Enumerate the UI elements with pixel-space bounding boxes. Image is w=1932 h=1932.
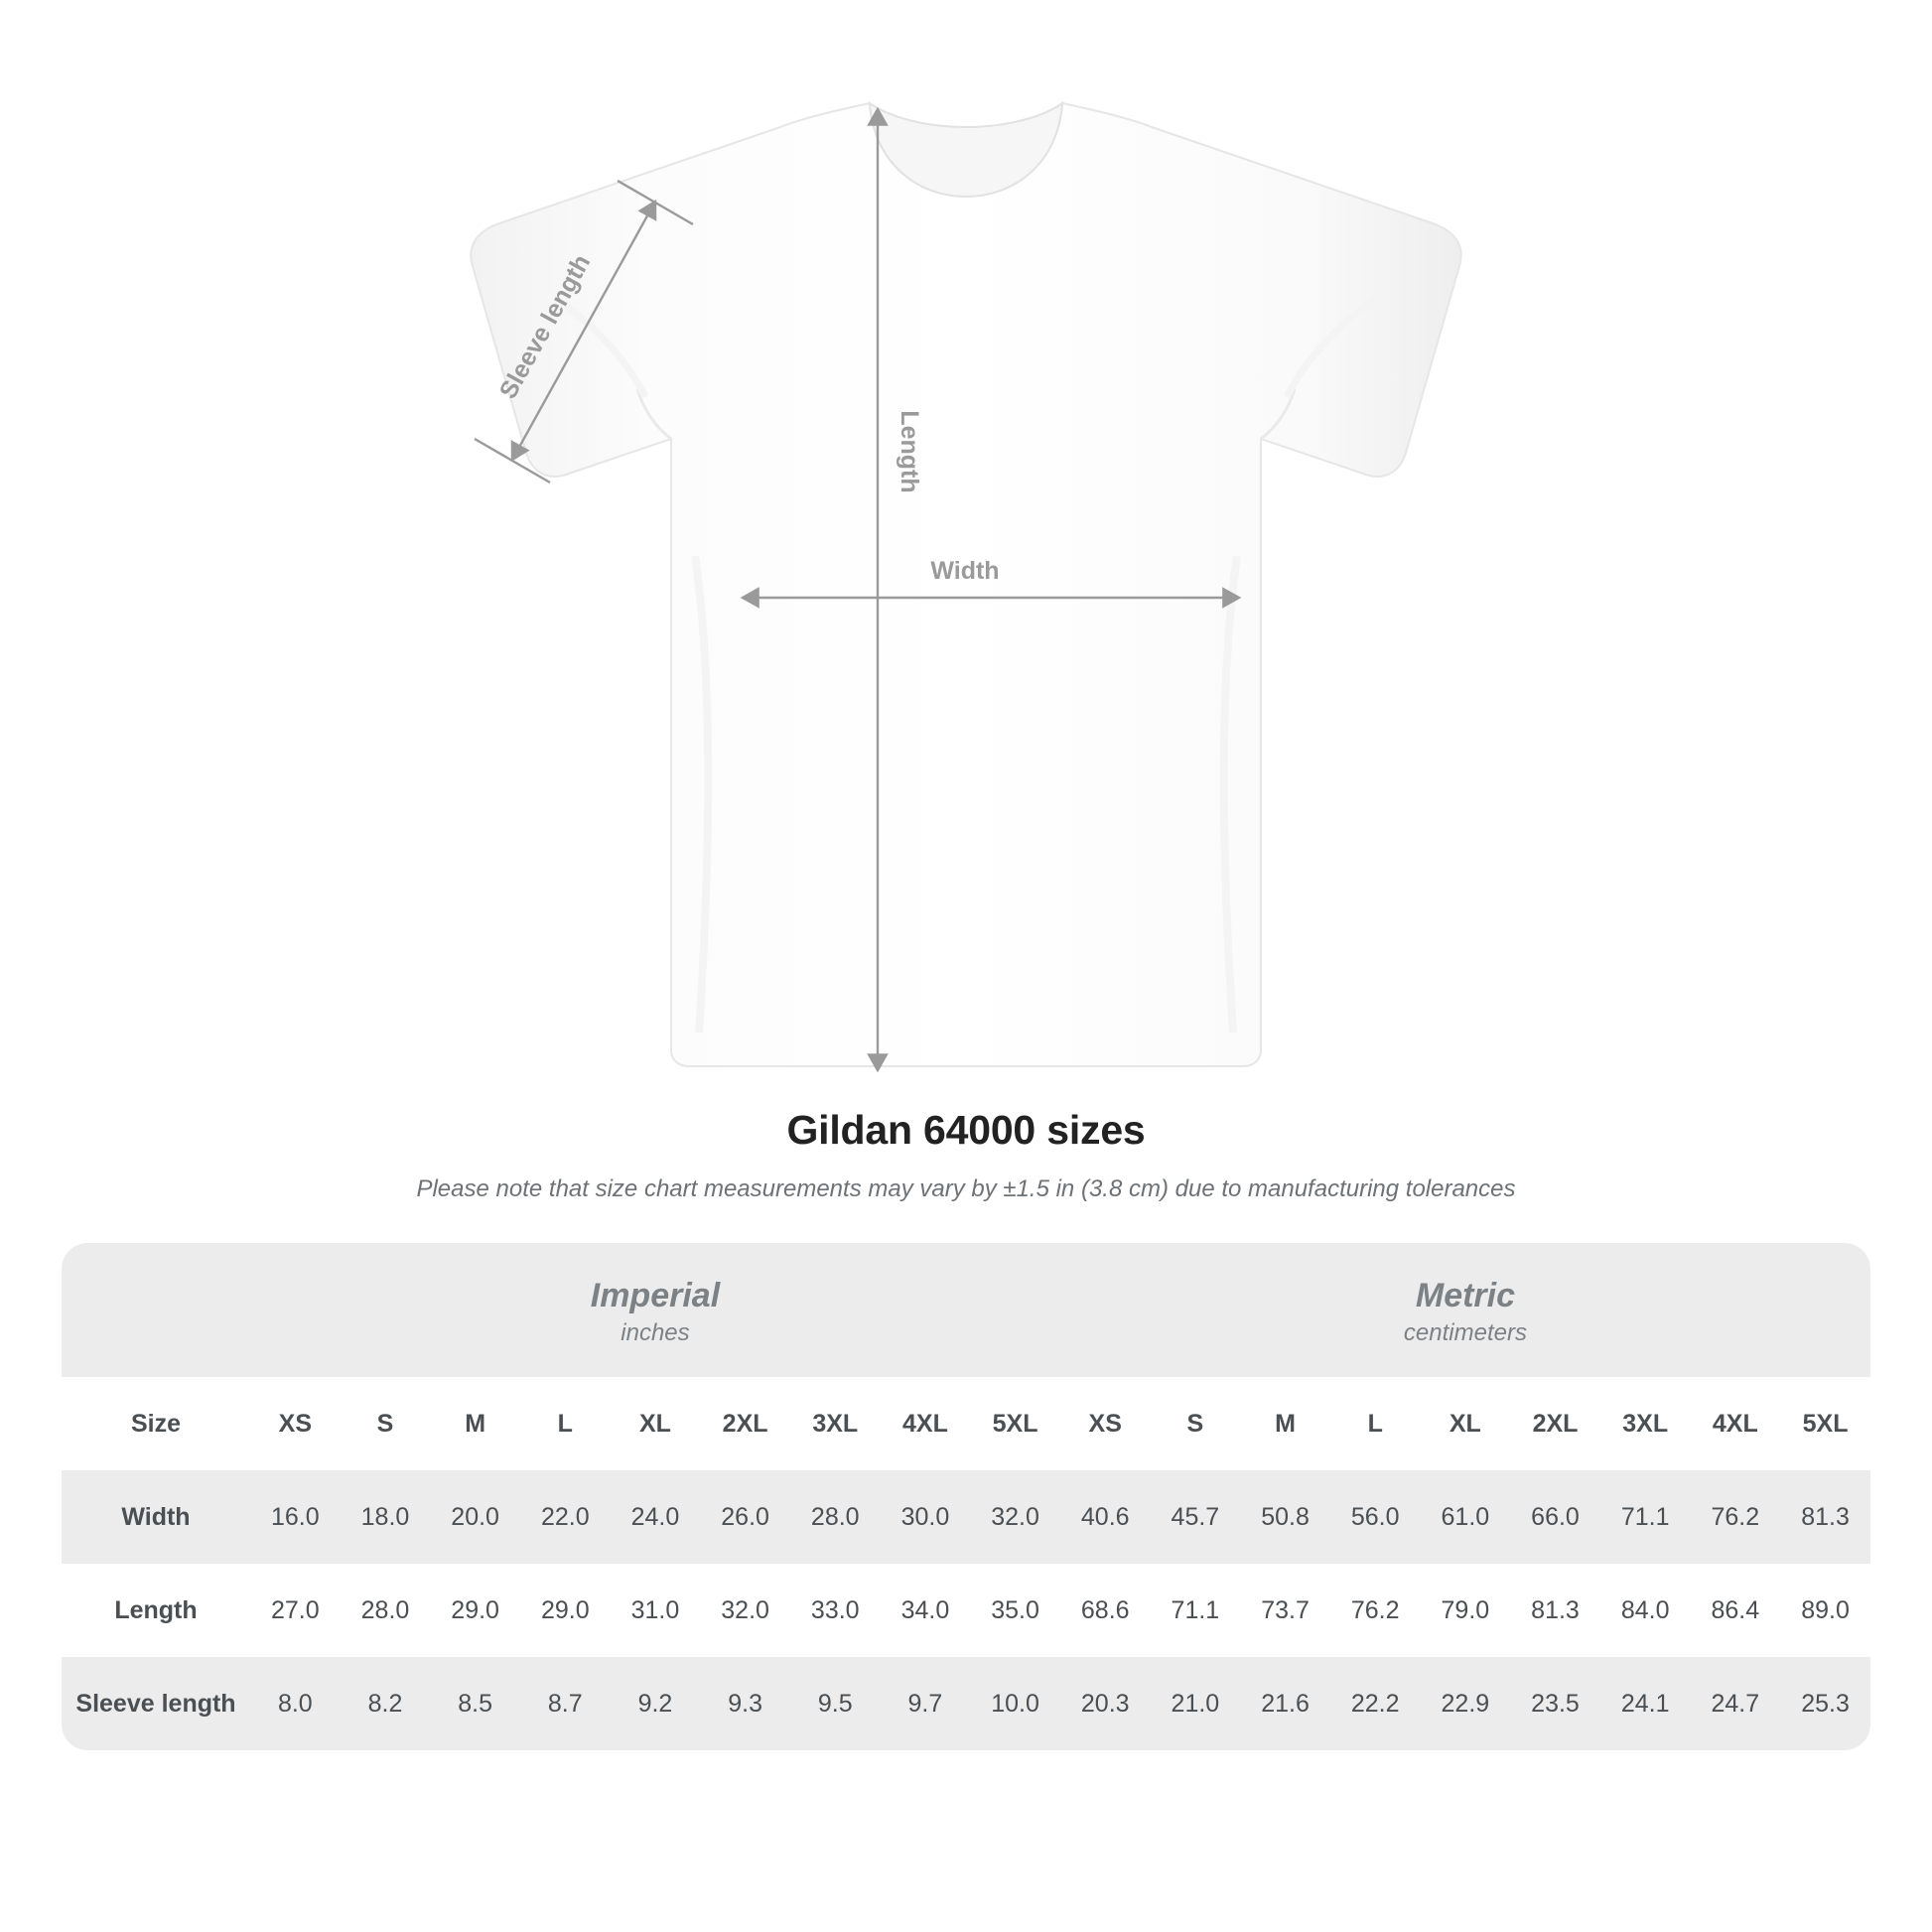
cell-imperial: 10.0 xyxy=(970,1657,1060,1750)
cell-imperial: 29.0 xyxy=(520,1564,611,1657)
cell-metric: 76.2 xyxy=(1691,1470,1781,1564)
cell-metric: 76.2 xyxy=(1330,1564,1421,1657)
size-table-wrapper xyxy=(62,1243,1870,1750)
size-header-cell: XL xyxy=(1421,1377,1511,1470)
row-label-width: Width xyxy=(62,1470,250,1564)
cell-metric: 25.3 xyxy=(1780,1657,1870,1750)
unit-group-metric xyxy=(1060,1243,1870,1377)
cell-imperial: 8.5 xyxy=(430,1657,520,1750)
cell-imperial: 30.0 xyxy=(881,1470,971,1564)
cell-metric: 66.0 xyxy=(1510,1470,1600,1564)
table-row xyxy=(62,1564,1870,1657)
row-label-length: Length xyxy=(62,1564,250,1657)
cell-metric: 45.7 xyxy=(1151,1470,1241,1564)
cell-imperial: 9.2 xyxy=(611,1657,701,1750)
label-sleeve-length: Sleeve length xyxy=(493,249,597,404)
cell-metric: 50.8 xyxy=(1240,1470,1330,1564)
cell-imperial: 20.0 xyxy=(430,1470,520,1564)
cell-metric: 71.1 xyxy=(1151,1564,1241,1657)
size-header-cell: L xyxy=(1330,1377,1421,1470)
size-header-cell: XL xyxy=(611,1377,701,1470)
size-label-cell: Size xyxy=(62,1377,250,1470)
cell-metric: 89.0 xyxy=(1780,1564,1870,1657)
cell-imperial: 8.7 xyxy=(520,1657,611,1750)
title-block xyxy=(0,1107,1932,1203)
cell-metric: 21.6 xyxy=(1240,1657,1330,1750)
size-header-cell: 4XL xyxy=(881,1377,971,1470)
cell-metric: 81.3 xyxy=(1780,1470,1870,1564)
cell-imperial: 26.0 xyxy=(700,1470,790,1564)
cell-imperial: 32.0 xyxy=(970,1470,1060,1564)
cell-imperial: 28.0 xyxy=(341,1564,431,1657)
cell-metric: 79.0 xyxy=(1421,1564,1511,1657)
cell-metric: 23.5 xyxy=(1510,1657,1600,1750)
size-header-cell: S xyxy=(341,1377,431,1470)
cell-imperial: 9.5 xyxy=(790,1657,881,1750)
cell-metric: 71.1 xyxy=(1600,1470,1691,1564)
cell-metric: 81.3 xyxy=(1510,1564,1600,1657)
page-title: Gildan 64000 sizes xyxy=(786,1107,1146,1153)
size-header-row xyxy=(62,1377,1870,1470)
label-length: Length xyxy=(896,410,923,493)
table-row xyxy=(62,1657,1870,1750)
size-header-cell: 2XL xyxy=(700,1377,790,1470)
cell-metric: 84.0 xyxy=(1600,1564,1691,1657)
table-row xyxy=(62,1470,1870,1564)
cell-metric: 20.3 xyxy=(1060,1657,1151,1750)
cell-metric: 22.9 xyxy=(1421,1657,1511,1750)
cell-metric: 56.0 xyxy=(1330,1470,1421,1564)
unit-header-row xyxy=(62,1243,1870,1377)
cell-imperial: 29.0 xyxy=(430,1564,520,1657)
cell-imperial: 22.0 xyxy=(520,1470,611,1564)
size-header-cell: S xyxy=(1151,1377,1241,1470)
cell-imperial: 35.0 xyxy=(970,1564,1060,1657)
size-header-cell: XS xyxy=(1060,1377,1151,1470)
cell-metric: 68.6 xyxy=(1060,1564,1151,1657)
size-header-cell: 3XL xyxy=(790,1377,881,1470)
cell-imperial: 8.2 xyxy=(341,1657,431,1750)
cell-metric: 24.7 xyxy=(1691,1657,1781,1750)
cell-imperial: 18.0 xyxy=(341,1470,431,1564)
cell-imperial: 16.0 xyxy=(250,1470,341,1564)
cell-imperial: 9.7 xyxy=(881,1657,971,1750)
unit-group-imperial xyxy=(250,1243,1060,1377)
size-header-cell: 4XL xyxy=(1691,1377,1781,1470)
cell-metric: 22.2 xyxy=(1330,1657,1421,1750)
tshirt-shape xyxy=(471,103,1460,1066)
cell-metric: 40.6 xyxy=(1060,1470,1151,1564)
unit-group-sub: inches xyxy=(621,1319,690,1347)
unit-group-name: Metric xyxy=(1415,1276,1516,1314)
cell-imperial: 24.0 xyxy=(611,1470,701,1564)
size-table xyxy=(62,1243,1870,1750)
cell-imperial: 28.0 xyxy=(790,1470,881,1564)
label-width: Width xyxy=(930,557,1000,585)
cell-metric: 61.0 xyxy=(1421,1470,1511,1564)
cell-metric: 86.4 xyxy=(1691,1564,1781,1657)
cell-metric: 24.1 xyxy=(1600,1657,1691,1750)
size-header-cell: XS xyxy=(250,1377,341,1470)
cell-imperial: 27.0 xyxy=(250,1564,341,1657)
cell-imperial: 34.0 xyxy=(881,1564,971,1657)
size-header-cell: M xyxy=(430,1377,520,1470)
cell-imperial: 32.0 xyxy=(700,1564,790,1657)
size-header-cell: 5XL xyxy=(970,1377,1060,1470)
cell-imperial: 33.0 xyxy=(790,1564,881,1657)
size-header-cell: 3XL xyxy=(1600,1377,1691,1470)
size-header-cell: L xyxy=(520,1377,611,1470)
unit-group-sub: centimeters xyxy=(1403,1319,1527,1347)
row-label-sleeve-length: Sleeve length xyxy=(62,1657,250,1750)
unit-group-name: Imperial xyxy=(590,1276,721,1314)
table-corner-cell xyxy=(62,1243,250,1377)
cell-metric: 73.7 xyxy=(1240,1564,1330,1657)
size-header-cell: M xyxy=(1240,1377,1330,1470)
cell-imperial: 8.0 xyxy=(250,1657,341,1750)
cell-imperial: 31.0 xyxy=(611,1564,701,1657)
cell-metric: 21.0 xyxy=(1151,1657,1241,1750)
tolerance-note: Please note that size chart measurements may vary by ±1.5 in (3.8 cm) due to manufacturing tolerances xyxy=(416,1175,1516,1202)
size-header-cell: 2XL xyxy=(1510,1377,1600,1470)
cell-imperial: 9.3 xyxy=(700,1657,790,1750)
size-header-cell: 5XL xyxy=(1780,1377,1870,1470)
